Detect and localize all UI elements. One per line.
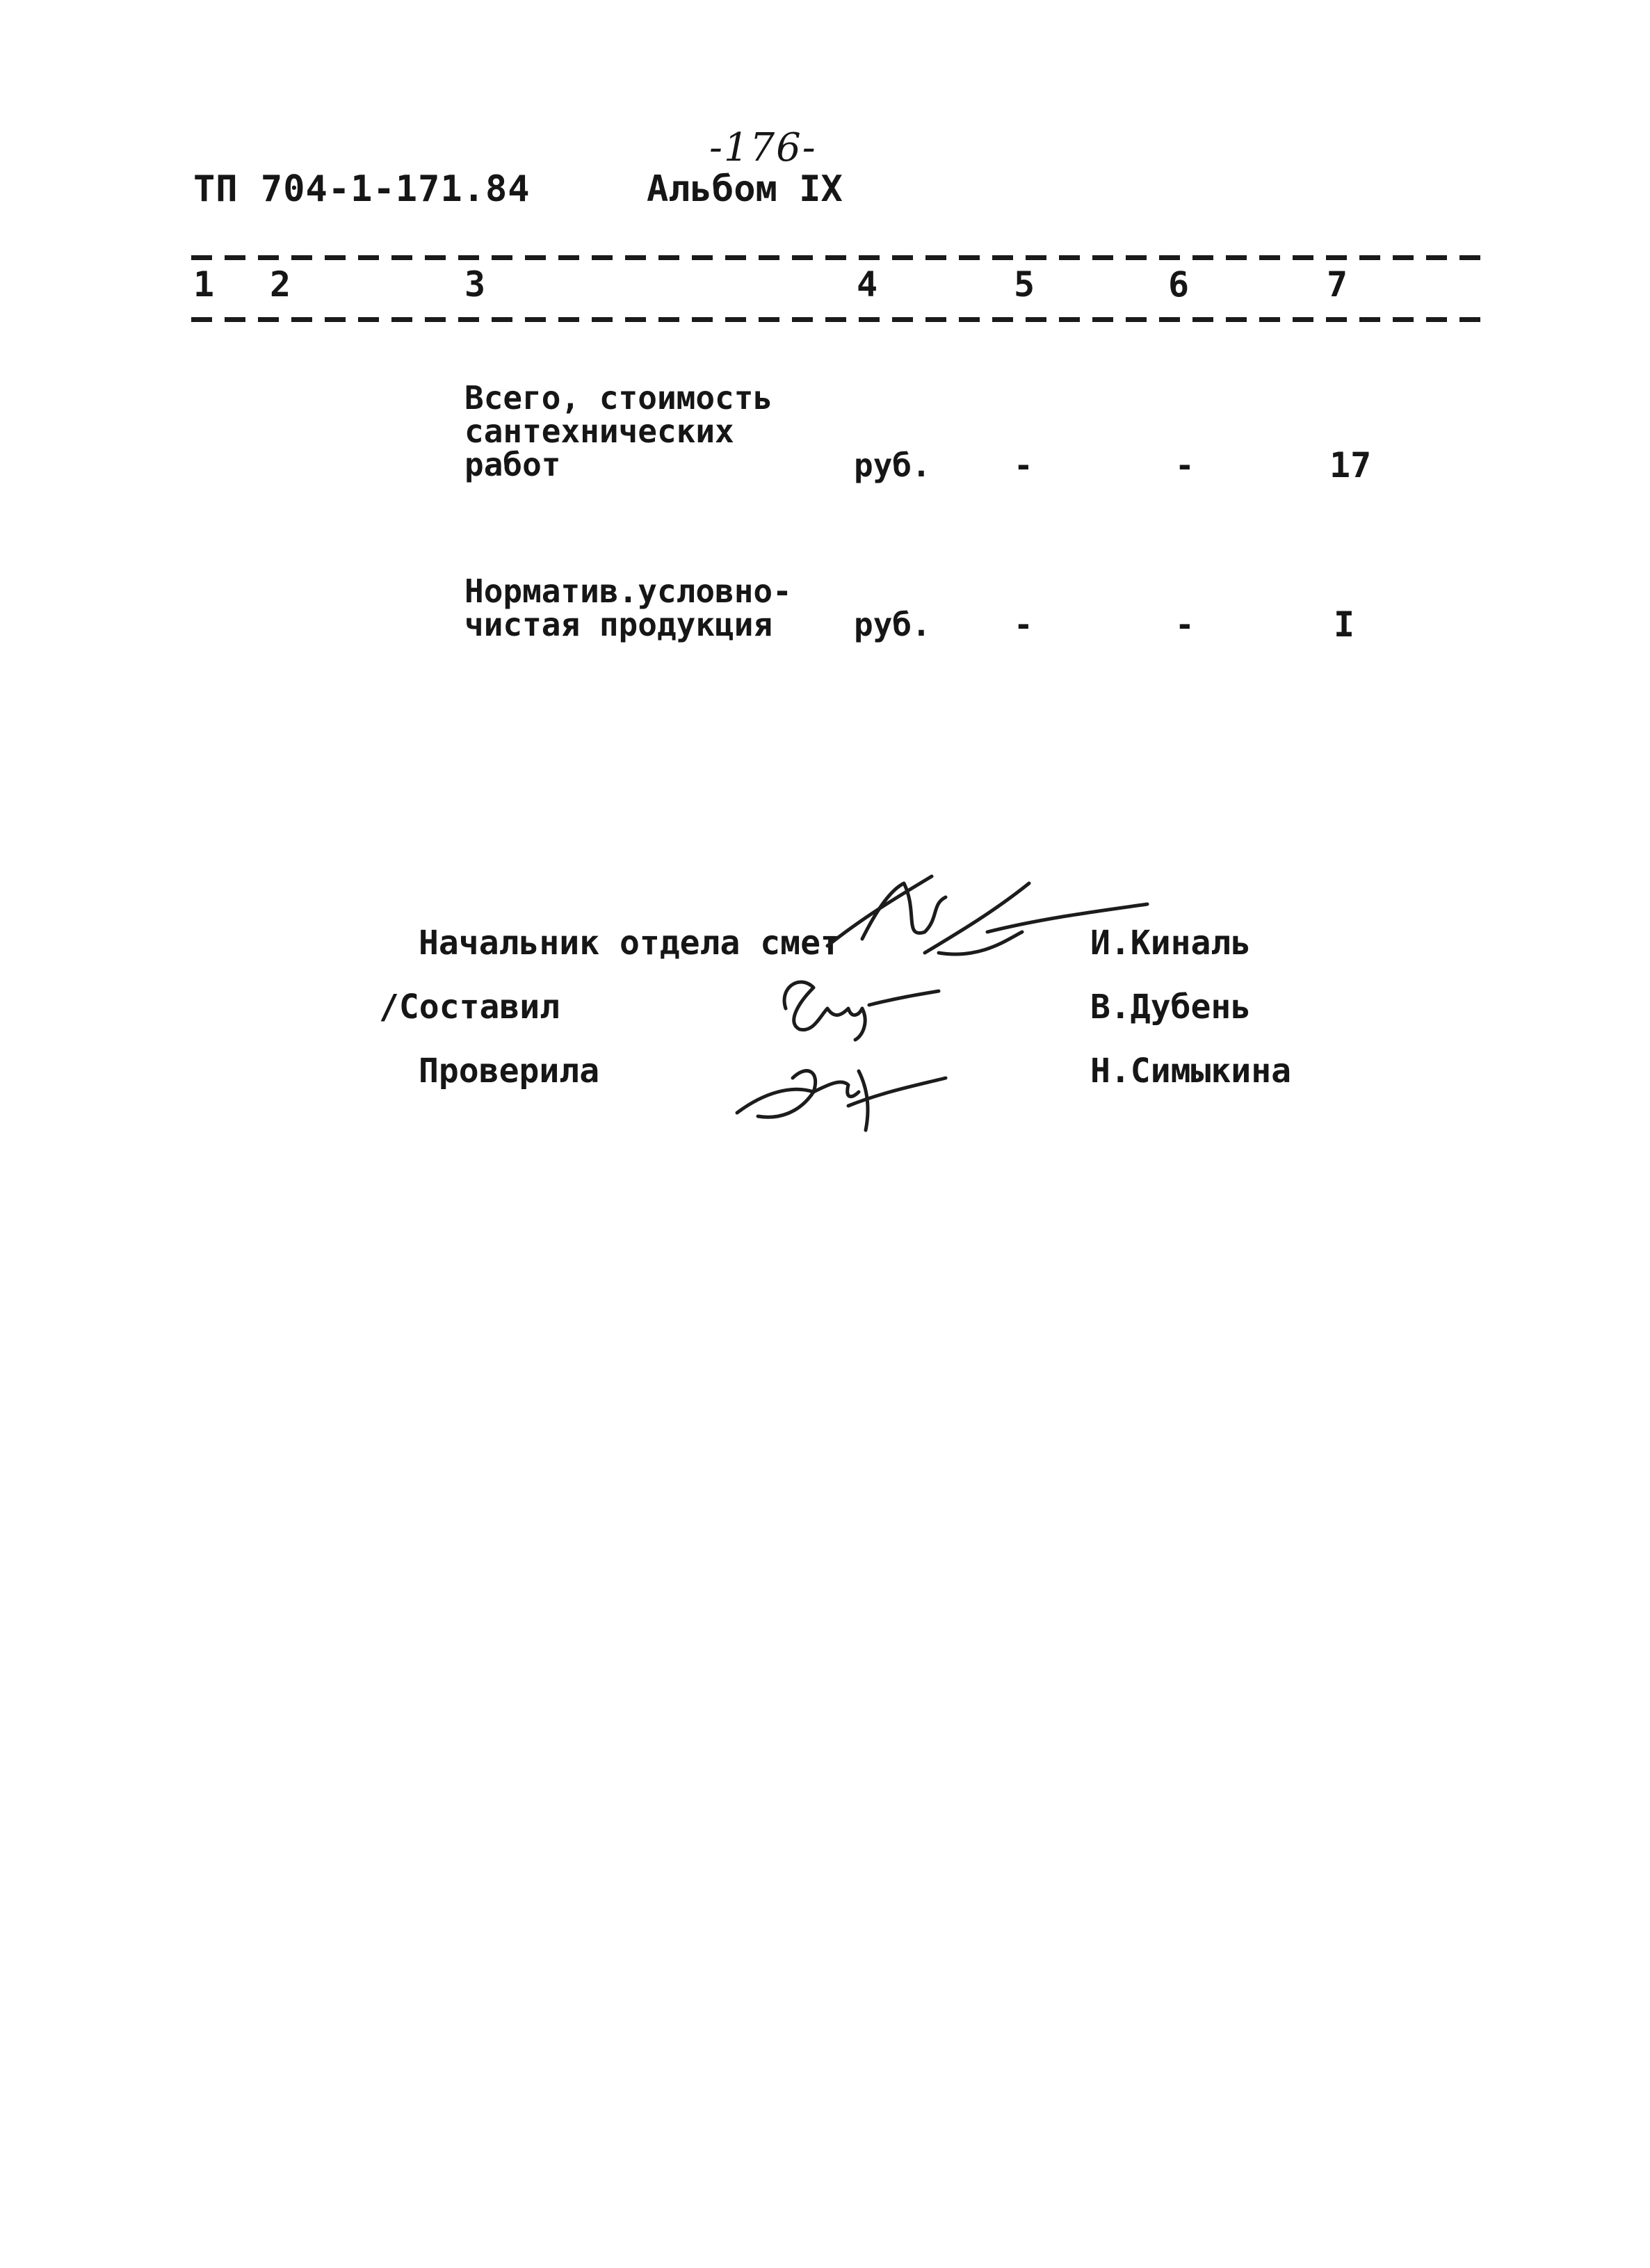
row-1-col5: - xyxy=(1014,447,1033,484)
row-1-description: Всего, стоимость сантехнических работ xyxy=(464,379,773,483)
signature-role-checked: Проверила xyxy=(419,1052,600,1091)
column-number-1: 1 xyxy=(193,264,215,305)
document-code: ТП 704-1-171.84 xyxy=(193,168,531,210)
column-number-5: 5 xyxy=(1014,264,1035,305)
column-number-3: 3 xyxy=(464,264,486,305)
page-number: -176- xyxy=(709,125,817,170)
column-number-7: 7 xyxy=(1327,264,1348,305)
column-number-4: 4 xyxy=(857,264,878,305)
row-2-col6: - xyxy=(1175,606,1195,643)
row-2-unit: руб. xyxy=(854,606,931,643)
handwritten-signature-head xyxy=(820,855,1154,974)
table-header-bottom-rule xyxy=(191,317,1481,322)
row-2-col7: I xyxy=(1334,604,1355,645)
signature-name-compiled: В.Дубень xyxy=(1090,988,1252,1027)
row-1-col7: 17 xyxy=(1329,445,1372,485)
signature-role-compiled: /Составил xyxy=(379,988,560,1027)
handwritten-signature-compiled xyxy=(772,967,953,1043)
handwritten-signature-checked xyxy=(730,1036,953,1141)
signature-name-head: И.Киналь xyxy=(1090,924,1252,963)
row-2-col5: - xyxy=(1014,606,1033,643)
row-1-col6: - xyxy=(1175,447,1195,484)
column-number-2: 2 xyxy=(270,264,291,305)
signature-role-head: Начальник отдела смет xyxy=(419,924,841,963)
column-number-6: 6 xyxy=(1168,264,1190,305)
album-label: Альбом IX xyxy=(647,168,843,210)
table-top-rule xyxy=(191,255,1481,260)
signature-name-checked: Н.Симыкина xyxy=(1090,1052,1291,1091)
row-2-description: Норматив.условно- чистая продукция xyxy=(464,572,792,643)
row-1-unit: руб. xyxy=(854,447,931,484)
